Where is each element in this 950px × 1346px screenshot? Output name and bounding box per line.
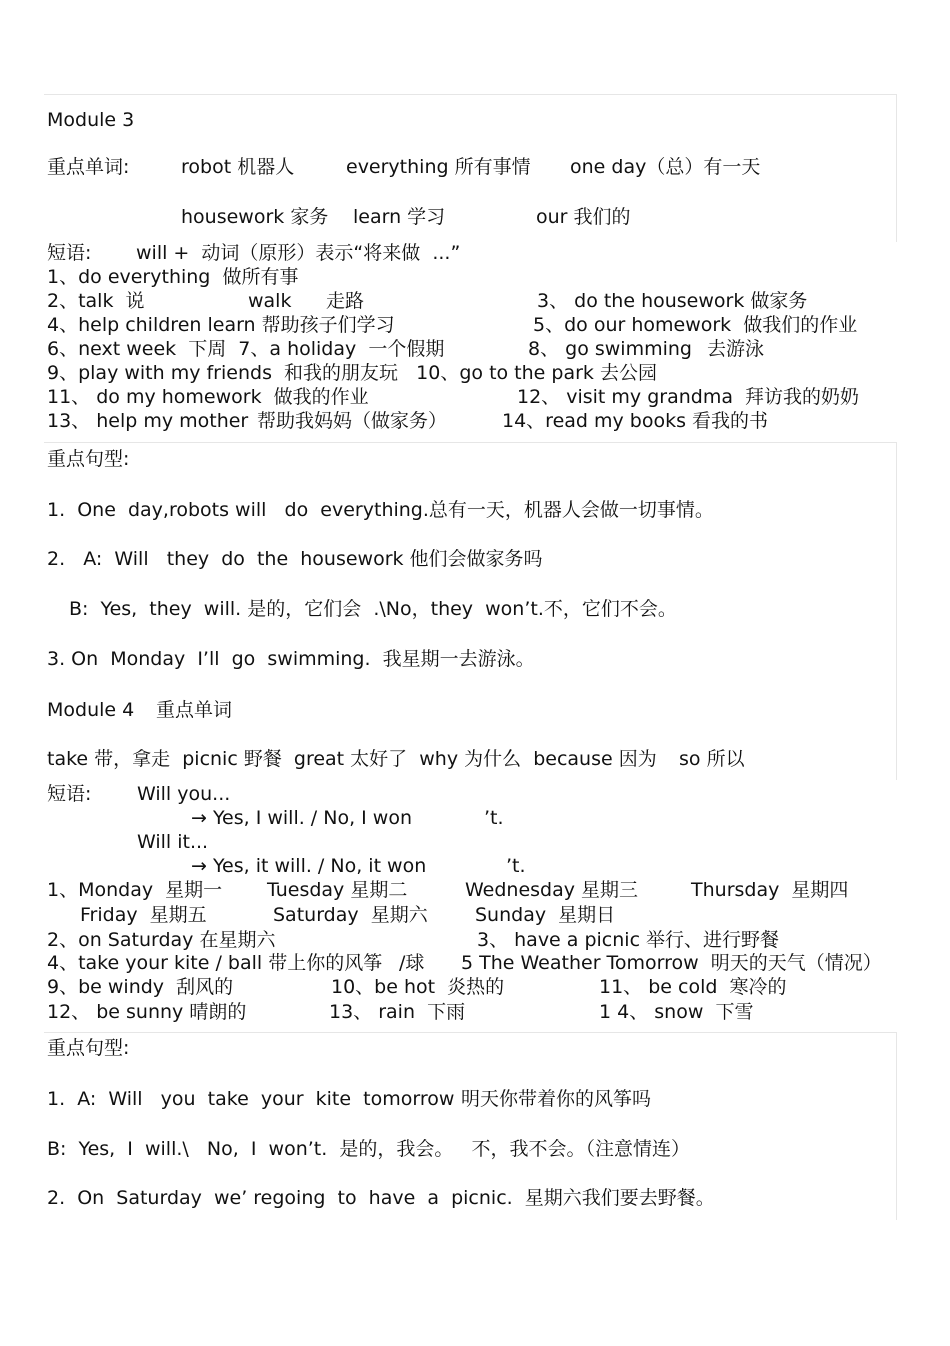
word-our: our 我们的 [536, 206, 631, 228]
day-sunday: Sunday 星期日 [475, 904, 616, 926]
word-learn: learn 学习 [353, 206, 446, 228]
right-rule-2 [896, 442, 897, 780]
phrase-3: 3、 do the housework 做家务 [537, 290, 808, 312]
day-thursday: Thursday 星期四 [691, 879, 849, 901]
phrase-13: 13、 help my mother [47, 410, 249, 432]
m4-phrase-5: 5 The Weather Tomorrow 明天的天气（情况） [461, 952, 882, 974]
phrase-8: 8、 go swimming [528, 338, 692, 360]
key-words-label: 重点单词: [47, 156, 130, 178]
will-it: Will it... [137, 831, 209, 853]
section-rule-2 [44, 1032, 897, 1033]
word-everything: everything 所有事情 [346, 156, 531, 178]
phrase-5: 5、do our homework 做我们的作业 [533, 314, 858, 336]
phrase-1: 1、do everything 做所有事 [47, 266, 299, 288]
module-4-words: take 带，拿走 picnic 野餐 great 太好了 why 为什么 because 因为 [47, 748, 657, 770]
top-rule [44, 94, 897, 95]
m4-phrase-4-end: /球 [399, 952, 425, 974]
m4-phrases-label: 短语: [47, 783, 92, 805]
phrase-12: 12、 visit my grandma 拜访我的奶奶 [517, 386, 860, 408]
m4-phrase-3: 3、 have a picnic 举行、进行野餐 [477, 929, 780, 951]
module-4-heading: Module 4 [47, 699, 135, 721]
phrase-13-meaning: 帮助我妈妈（做家务） [257, 410, 448, 432]
will-it-answer-end: ’t. [506, 855, 526, 877]
phrase-2: 2、talk 说 [47, 290, 145, 312]
phrase-9-10: 9、play with my friends 和我的朋友玩 10、go to the park 去公园 [47, 362, 657, 384]
word-housework: housework 家务 [181, 206, 329, 228]
will-you: Will you... [137, 783, 231, 805]
m4-sentence-1b: B: Yes, I will.\ No, I won’t. 是的，我会。 不，我不会。（注意情连） [47, 1138, 690, 1160]
m4-phrase-12: 12、 be sunny 晴朗的 [47, 1001, 247, 1023]
day-monday: 1、Monday 星期一 [47, 879, 223, 901]
m4-phrase-13: 13、 rain 下雨 [329, 1001, 466, 1023]
phrase-6-7: 6、next week 下周 7、a holiday 一个假期 [47, 338, 445, 360]
sentence-2a: 2. A: Will they do the housework 他们会做家务吗 [47, 548, 543, 570]
m4-phrase-9: 9、be windy 刮风的 [47, 976, 234, 998]
phrases-label: 短语: [47, 242, 92, 264]
sentence-3: 3. On Monday I’ll go swimming. 我星期一去游泳。 [47, 648, 535, 670]
day-saturday: Saturday 星期六 [273, 904, 428, 926]
word-so: so 所以 [679, 748, 745, 770]
phrase-14: 14、read my books 看我的书 [502, 410, 769, 432]
m4-sentence-1-meaning: 明天你带着你的风筝吗 [461, 1088, 652, 1110]
right-rule [896, 94, 897, 242]
phrase-11: 11、 do my homework 做我的作业 [47, 386, 369, 408]
sentence-1: 1. One day,robots will do everything.总有一天，机器人会做一切事情。 [47, 499, 714, 521]
day-tuesday: Tuesday 星期二 [267, 879, 408, 901]
m4-phrase-14: 1 4、 snow 下雪 [599, 1001, 754, 1023]
sentence-2b: B: Yes, they will. 是的，它们会 .\No，they won’t.不，它们不会。 [69, 598, 677, 620]
m4-phrase-2: 2、on Saturday 在星期六 [47, 929, 276, 951]
will-you-answer: → Yes, I will. / No, I won [191, 807, 413, 829]
day-friday: Friday 星期五 [80, 904, 207, 926]
will-you-answer-end: ’t. [484, 807, 504, 829]
module-4-key-words-label: 重点单词 [156, 699, 233, 721]
word-one-day: one day（总）有一天 [570, 156, 761, 178]
m4-phrase-10: 10、be hot 炎热的 [331, 976, 505, 998]
phrase-walk: walk [248, 290, 292, 312]
phrase-8-meaning: 去游泳 [707, 338, 765, 360]
will-it-answer: → Yes, it will. / No, it won [191, 855, 427, 877]
day-wednesday: Wednesday 星期三 [465, 879, 639, 901]
section-rule-1 [44, 442, 897, 443]
m4-sentence-2: 2. On Saturday we’ regoing to have a picnic. 星期六我们要去野餐。 [47, 1187, 715, 1209]
module-3-heading: Module 3 [47, 109, 135, 131]
m4-key-sentences-label: 重点句型: [47, 1037, 130, 1059]
m4-phrase-11: 11、 be cold 寒冷的 [599, 976, 787, 998]
phrase-4: 4、help children learn 帮助孩子们学习 [47, 314, 395, 336]
phrase-will-rule: will + 动词（原形）表示“将来做 ...” [136, 242, 461, 264]
m4-phrase-4: 4、take your kite / ball 带上你的风筝 [47, 952, 383, 974]
m4-sentence-1: 1. A: Will you take your kite tomorrow [47, 1088, 455, 1110]
right-rule-3 [896, 1032, 897, 1220]
key-sentences-label: 重点句型: [47, 448, 130, 470]
phrase-walk-meaning: 走路 [326, 290, 365, 312]
word-robot: robot 机器人 [181, 156, 295, 178]
